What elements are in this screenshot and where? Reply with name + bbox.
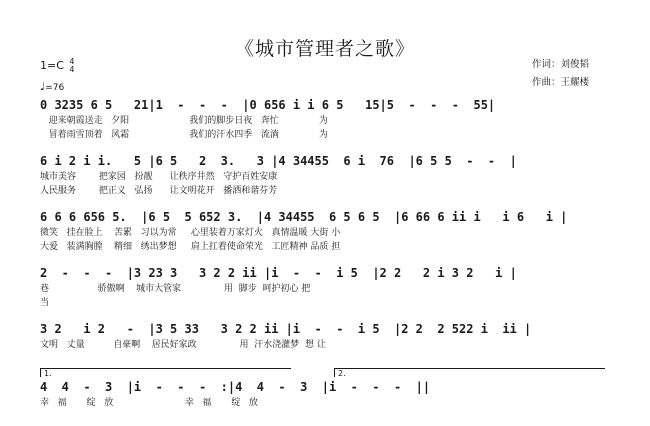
- lyric-verse-2: 当: [40, 298, 50, 308]
- tempo-marking: [40, 80, 64, 93]
- lyric-verse-1: 幸 福 绽 放 幸 福 绽 放: [40, 398, 258, 408]
- key-signature: [40, 58, 75, 74]
- notes-line: 3 2 i 2 - |3 5 33 3 2 2 ii |i - - i 5 |2 2 2 522 i ii |: [40, 322, 532, 336]
- volta-1-label: 1.: [44, 369, 52, 378]
- song-title: 《城市管理者之歌》: [234, 38, 415, 60]
- notes-line: 6 i 2 i i. 5 |6 5 2 3. 3 |4 34455 6 i 76 |6 5 5 - - |: [40, 154, 517, 168]
- staff-system-5: [40, 320, 620, 352]
- lyric-verse-2: 冒着雨雪顶着 风霜 我们的汗水四季 流淌 为: [40, 130, 328, 140]
- staff-system-4: [40, 264, 620, 310]
- lyric-verse-1: 巷 骄傲啊 城市大管家 用 脚步 呵护初心 把: [40, 284, 311, 294]
- time-signature: [69, 58, 74, 74]
- volta-2-label: 2.: [338, 369, 346, 378]
- key-text: 1=C: [40, 59, 64, 72]
- composer-row: [532, 74, 589, 92]
- lyricist-row: [532, 56, 589, 74]
- lyric-verse-1: 微笑 挂在脸上 苦累 习以为常 心里装着万家灯火 真情温暖 大街 小: [40, 228, 341, 238]
- staff-system-6: [40, 378, 620, 410]
- credits: [532, 56, 589, 92]
- lyricist-label: 作词：: [532, 59, 561, 70]
- lyricist-name: 刘俊韬: [560, 59, 590, 70]
- lyric-verse-1: 文明 丈量 自豪啊 居民好家政 用 汗水浇灌梦 想 让: [40, 340, 326, 350]
- lyric-verse-1: 迎来朝霞送走 夕阳 我们的脚步日夜 奔忙 为: [40, 116, 328, 126]
- lyric-verse-2: 人民服务 把正义 弘扬 让文明花开 播洒和谐芬芳: [40, 186, 278, 196]
- tempo-value: =76: [45, 83, 65, 93]
- volta-2: [334, 368, 605, 377]
- lyric-verse-1: 城市美容 把家园 扮靓 让秩序井然 守护百姓安康: [40, 172, 278, 182]
- staff-system-3: [40, 208, 620, 254]
- volta-1: [40, 368, 291, 377]
- notes-line: 4 4 - 3 |i - - - :|4 4 - 3 |i - - - ||: [40, 380, 431, 394]
- staff-system-1: [40, 96, 620, 142]
- time-top: 4: [69, 57, 75, 66]
- notes-line: 0 3235 6 5 21|1 - - - |0 656 i i 6 5 15|5 - - - 55|: [40, 98, 496, 112]
- composer-label: 作曲：: [532, 77, 561, 88]
- composer-name: 王耀楼: [560, 77, 590, 88]
- lyric-verse-2: 大爱 装满胸膛 精细 绣出梦想 肩上扛着使命荣光 工匠精神 品质 担: [40, 242, 341, 252]
- notes-line: 6 6 6 656 5. |6 5 5 652 3. |4 34455 6 5 6 5 |6 66 6 ii i i 6 i |: [40, 210, 568, 224]
- notes-line: 2 - - - |3 23 3 3 2 2 ii |i - - i 5 |2 2 2 i 3 2 i |: [40, 266, 517, 280]
- quarter-note-icon: ♩: [40, 80, 46, 93]
- staff-system-2: [40, 152, 620, 198]
- time-bottom: 4: [69, 65, 75, 74]
